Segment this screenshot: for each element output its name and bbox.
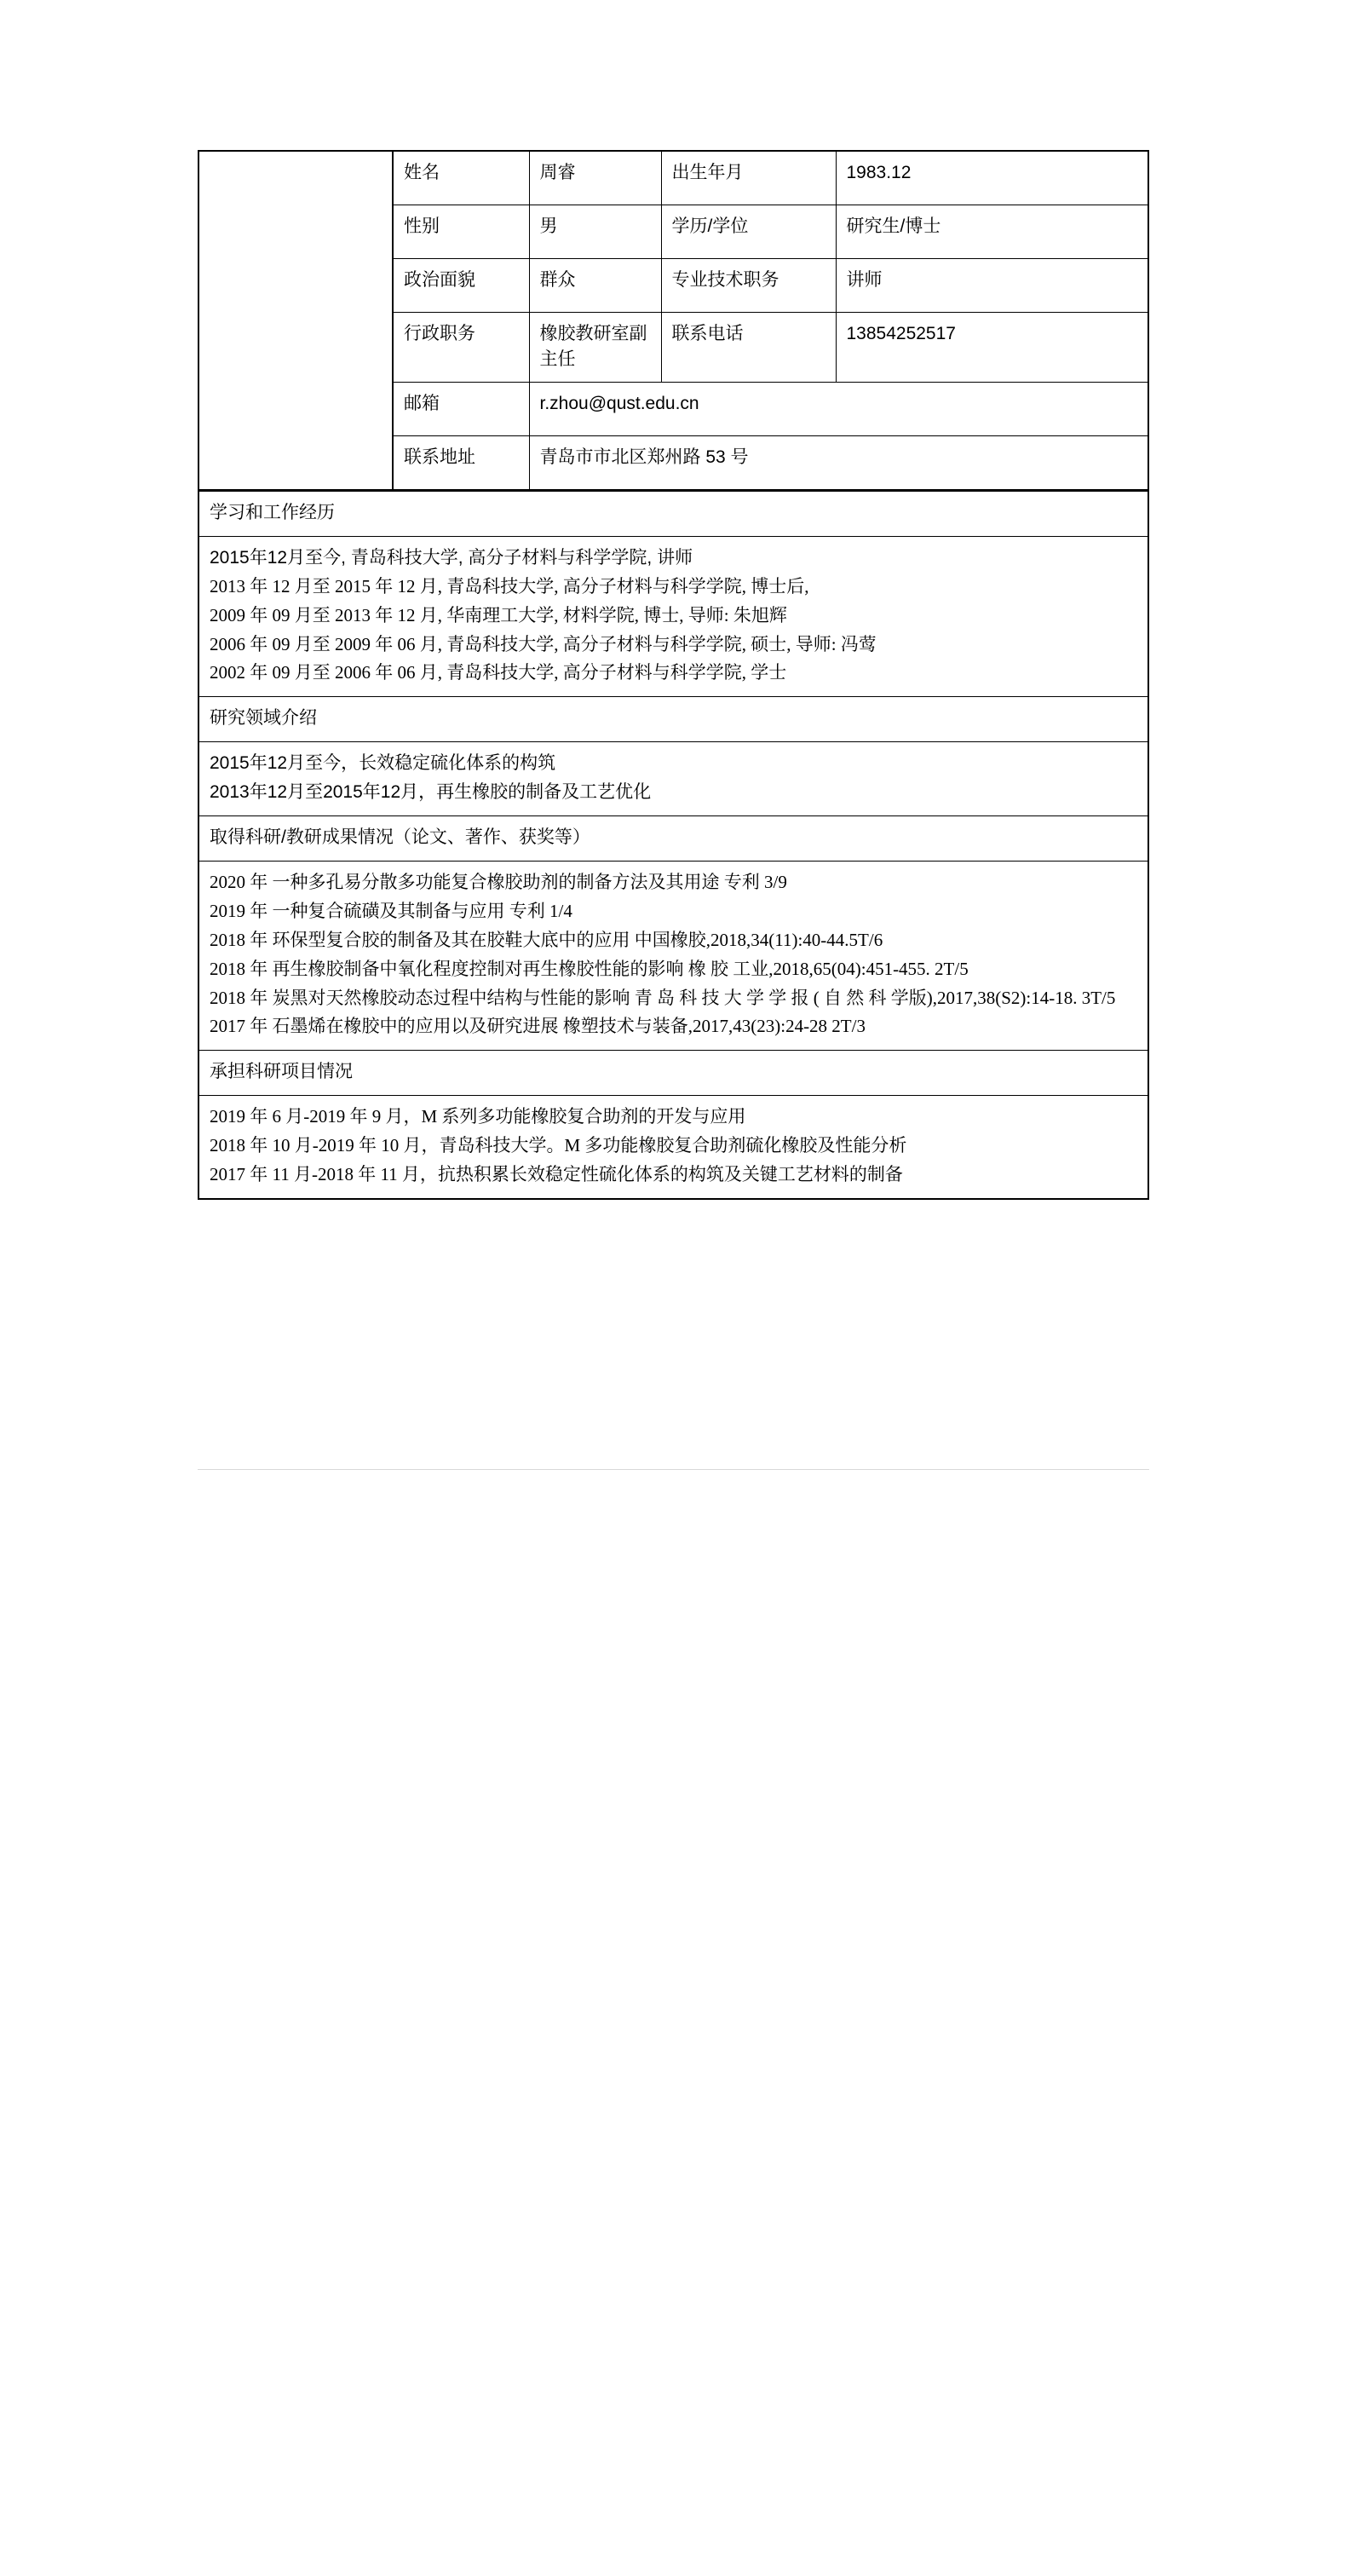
value-birth: 1983.12 <box>836 151 1148 205</box>
table-row <box>198 151 1148 205</box>
value-professional-title: 讲师 <box>836 259 1148 313</box>
list-item: 2013年12月至2015年12月，再生橡胶的制备及工艺优化 <box>210 782 652 803</box>
list-item: 2018 年 再生橡胶制备中氧化程度控制对再生橡胶性能的影响 橡 胶 工业,2018,65(04):451-455. 2T/5 <box>210 958 969 979</box>
value-gender: 男 <box>529 205 661 259</box>
list-item: 2018 年 10 月-2019 年 10 月，青岛科技大学。M 多功能橡胶复合助剂硫化橡胶及性能分析 <box>210 1135 907 1156</box>
table-row <box>198 816 1148 862</box>
list-item: 2015年12月至今，长效稳定硫化体系的构筑 <box>210 753 556 774</box>
section-body-research-area <box>198 742 1148 816</box>
list-item: 2018 年 环保型复合胶的制备及其在胶鞋大底中的应用 中国橡胶,2018,34(11):40-44.5T/6 <box>210 929 883 950</box>
value-name: 周睿 <box>529 151 661 205</box>
section-title-projects: 承担科研项目情况 <box>198 1051 1148 1096</box>
photo-placeholder-cell <box>198 151 393 490</box>
list-item: 2006 年 09 月至 2009 年 06 月, 青岛科技大学, 高分子材料与科学学院, 硕士, 导师: 冯莺 <box>210 633 877 654</box>
label-email: 邮箱 <box>393 382 529 435</box>
list-item: 2018 年 炭黑对天然橡胶动态过程中结构与性能的影响 青 岛 科 技 大 学 学 报 ( 自 然 科 学版),2017,38(S2):14-18. 3T/5 <box>210 987 1116 1008</box>
table-row <box>198 1051 1148 1096</box>
section-body-achievements <box>198 861 1148 1050</box>
section-title-achievements: 取得科研/教研成果情况（论文、著作、获奖等） <box>198 816 1148 862</box>
list-item: 2020 年 一种多孔易分散多功能复合橡胶助剂的制备方法及其用途 专利 3/9 <box>210 871 787 892</box>
value-email: r.zhou@qust.edu.cn <box>529 382 1148 435</box>
list-item: 2013 年 12 月至 2015 年 12 月, 青岛科技大学, 高分子材料与科学学院, 博士后, <box>210 575 809 596</box>
table-row <box>198 536 1148 697</box>
list-item: 2015年12月至今, 青岛科技大学, 高分子材料与科学学院, 讲师 <box>210 547 693 568</box>
label-address: 联系地址 <box>393 435 529 490</box>
section-body-projects <box>198 1096 1148 1199</box>
label-birth: 出生年月 <box>661 151 836 205</box>
label-admin-position: 行政职务 <box>393 313 529 383</box>
page-divider <box>198 1469 1149 1470</box>
table-row <box>198 491 1148 536</box>
value-admin-position: 橡胶教研室副主任 <box>529 313 661 383</box>
value-phone: 13854252517 <box>836 313 1148 383</box>
section-title-research-area: 研究领域介绍 <box>198 697 1148 742</box>
resume-document <box>198 150 1149 1200</box>
label-name: 姓名 <box>393 151 529 205</box>
label-gender: 性别 <box>393 205 529 259</box>
list-item: 2009 年 09 月至 2013 年 12 月, 华南理工大学, 材料学院, 博士, 导师: 朱旭辉 <box>210 604 787 625</box>
list-item: 2017 年 11 月-2018 年 11 月，抗热积累长效稳定性硫化体系的构筑及关键工艺材料的制备 <box>210 1164 903 1185</box>
label-phone: 联系电话 <box>661 313 836 383</box>
value-address: 青岛市市北区郑州路 53 号 <box>529 435 1148 490</box>
label-political-status: 政治面貌 <box>393 259 529 313</box>
section-body-experience <box>198 536 1148 697</box>
list-item: 2019 年 6 月-2019 年 9 月，M 系列多功能橡胶复合助剂的开发与应用 <box>210 1106 746 1127</box>
list-item: 2019 年 一种复合硫磺及其制备与应用 专利 1/4 <box>210 900 572 921</box>
value-education: 研究生/博士 <box>836 205 1148 259</box>
table-row <box>198 697 1148 742</box>
sections-table <box>198 491 1149 1200</box>
table-row <box>198 742 1148 816</box>
identity-table <box>198 150 1149 491</box>
table-row <box>198 861 1148 1050</box>
list-item: 2017 年 石墨烯在橡胶中的应用以及研究进展 橡塑技术与装备,2017,43(23):24-28 2T/3 <box>210 1016 866 1037</box>
label-professional-title: 专业技术职务 <box>661 259 836 313</box>
value-political-status: 群众 <box>529 259 661 313</box>
label-education: 学历/学位 <box>661 205 836 259</box>
section-title-experience: 学习和工作经历 <box>198 491 1148 536</box>
list-item: 2002 年 09 月至 2006 年 06 月, 青岛科技大学, 高分子材料与科学学院, 学士 <box>210 662 787 683</box>
table-row <box>198 1096 1148 1199</box>
